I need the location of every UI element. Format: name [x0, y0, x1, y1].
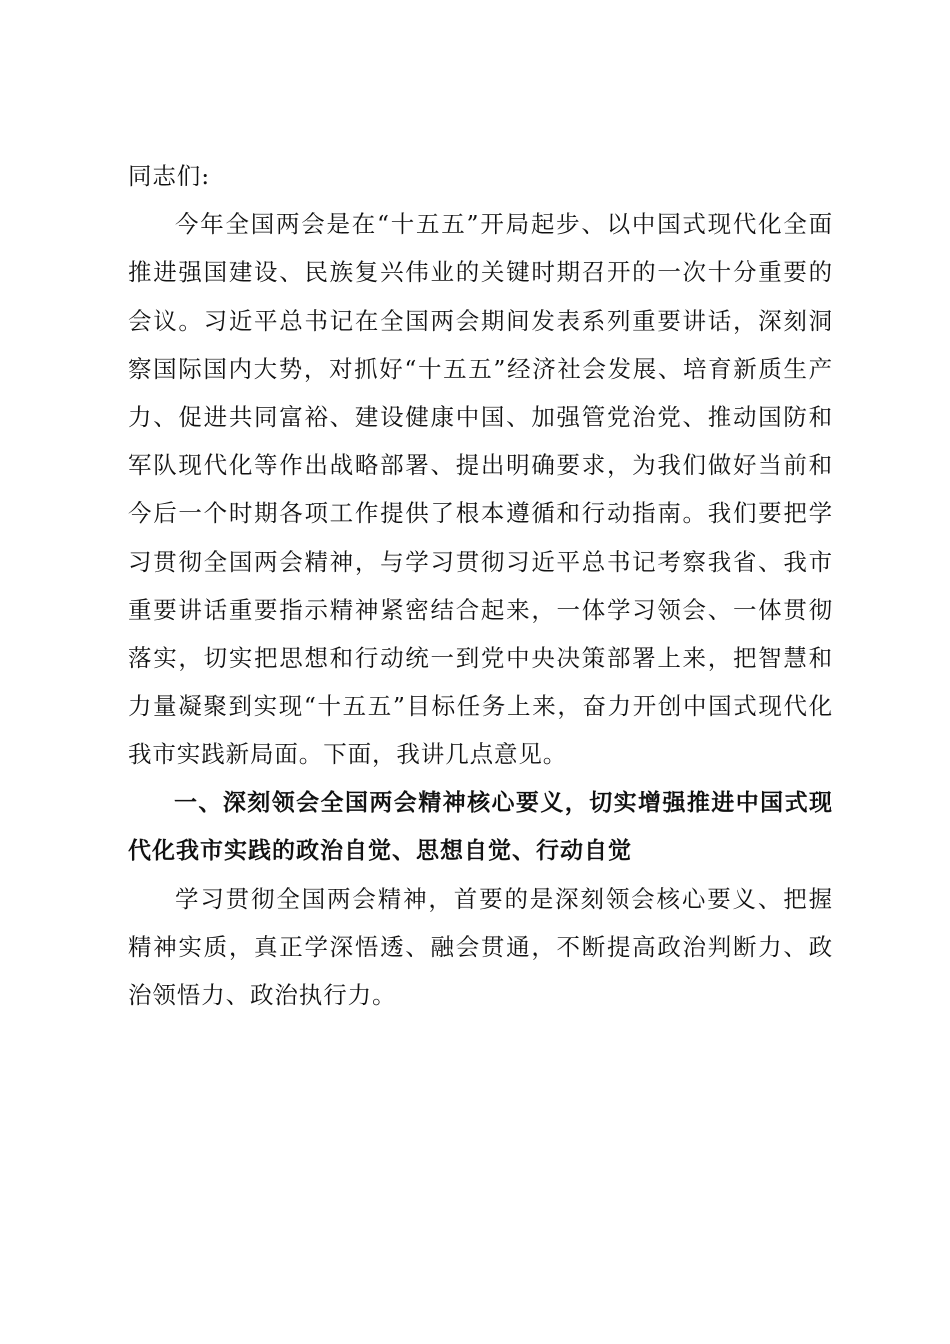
section-paragraph: 学习贯彻全国两会精神，首要的是深刻领会核心要义、把握精神实质，真正学深悟透、融会贯通，不断提高政治判断力、政治领悟力、政治执行力。: [128, 885, 833, 1010]
section-heading: 一、深刻领会全国两会精神核心要义，切实增强推进中国式现代化我市实践的政治自觉、思想自觉、行动自觉: [128, 789, 833, 864]
document-body: [128, 152, 833, 1020]
intro-paragraph: 今年全国两会是在“十五五”开局起步、以中国式现代化全面推进强国建设、民族复兴伟业的关键时期召开的一次十分重要的会议。习近平总书记在全国两会期间发表系列重要讲话，深刻洞察国际国内大势，对抓好“十五五”经济社会发展、培育新质生产力、促进共同富裕、建设健康中国、加强管党治党、推动国防和军队现代化等作出战略部署、提出明确要求，为我们做好当前和今后一个时期各项工作提供了根本遵循和行动指南。我们要把学习贯彻全国两会精神，与学习贯彻习近平总书记考察我省、我市重要讲话重要指示精神紧密结合起来，一体学习领会、一体贯彻落实，切实把思想和行动统一到党中央决策部署上来，把智慧和力量凝聚到实现“十五五”目标任务上来，奋力开创中国式现代化我市实践新局面。下面，我讲几点意见。: [128, 210, 833, 769]
salutation: 同志们:: [128, 162, 211, 190]
